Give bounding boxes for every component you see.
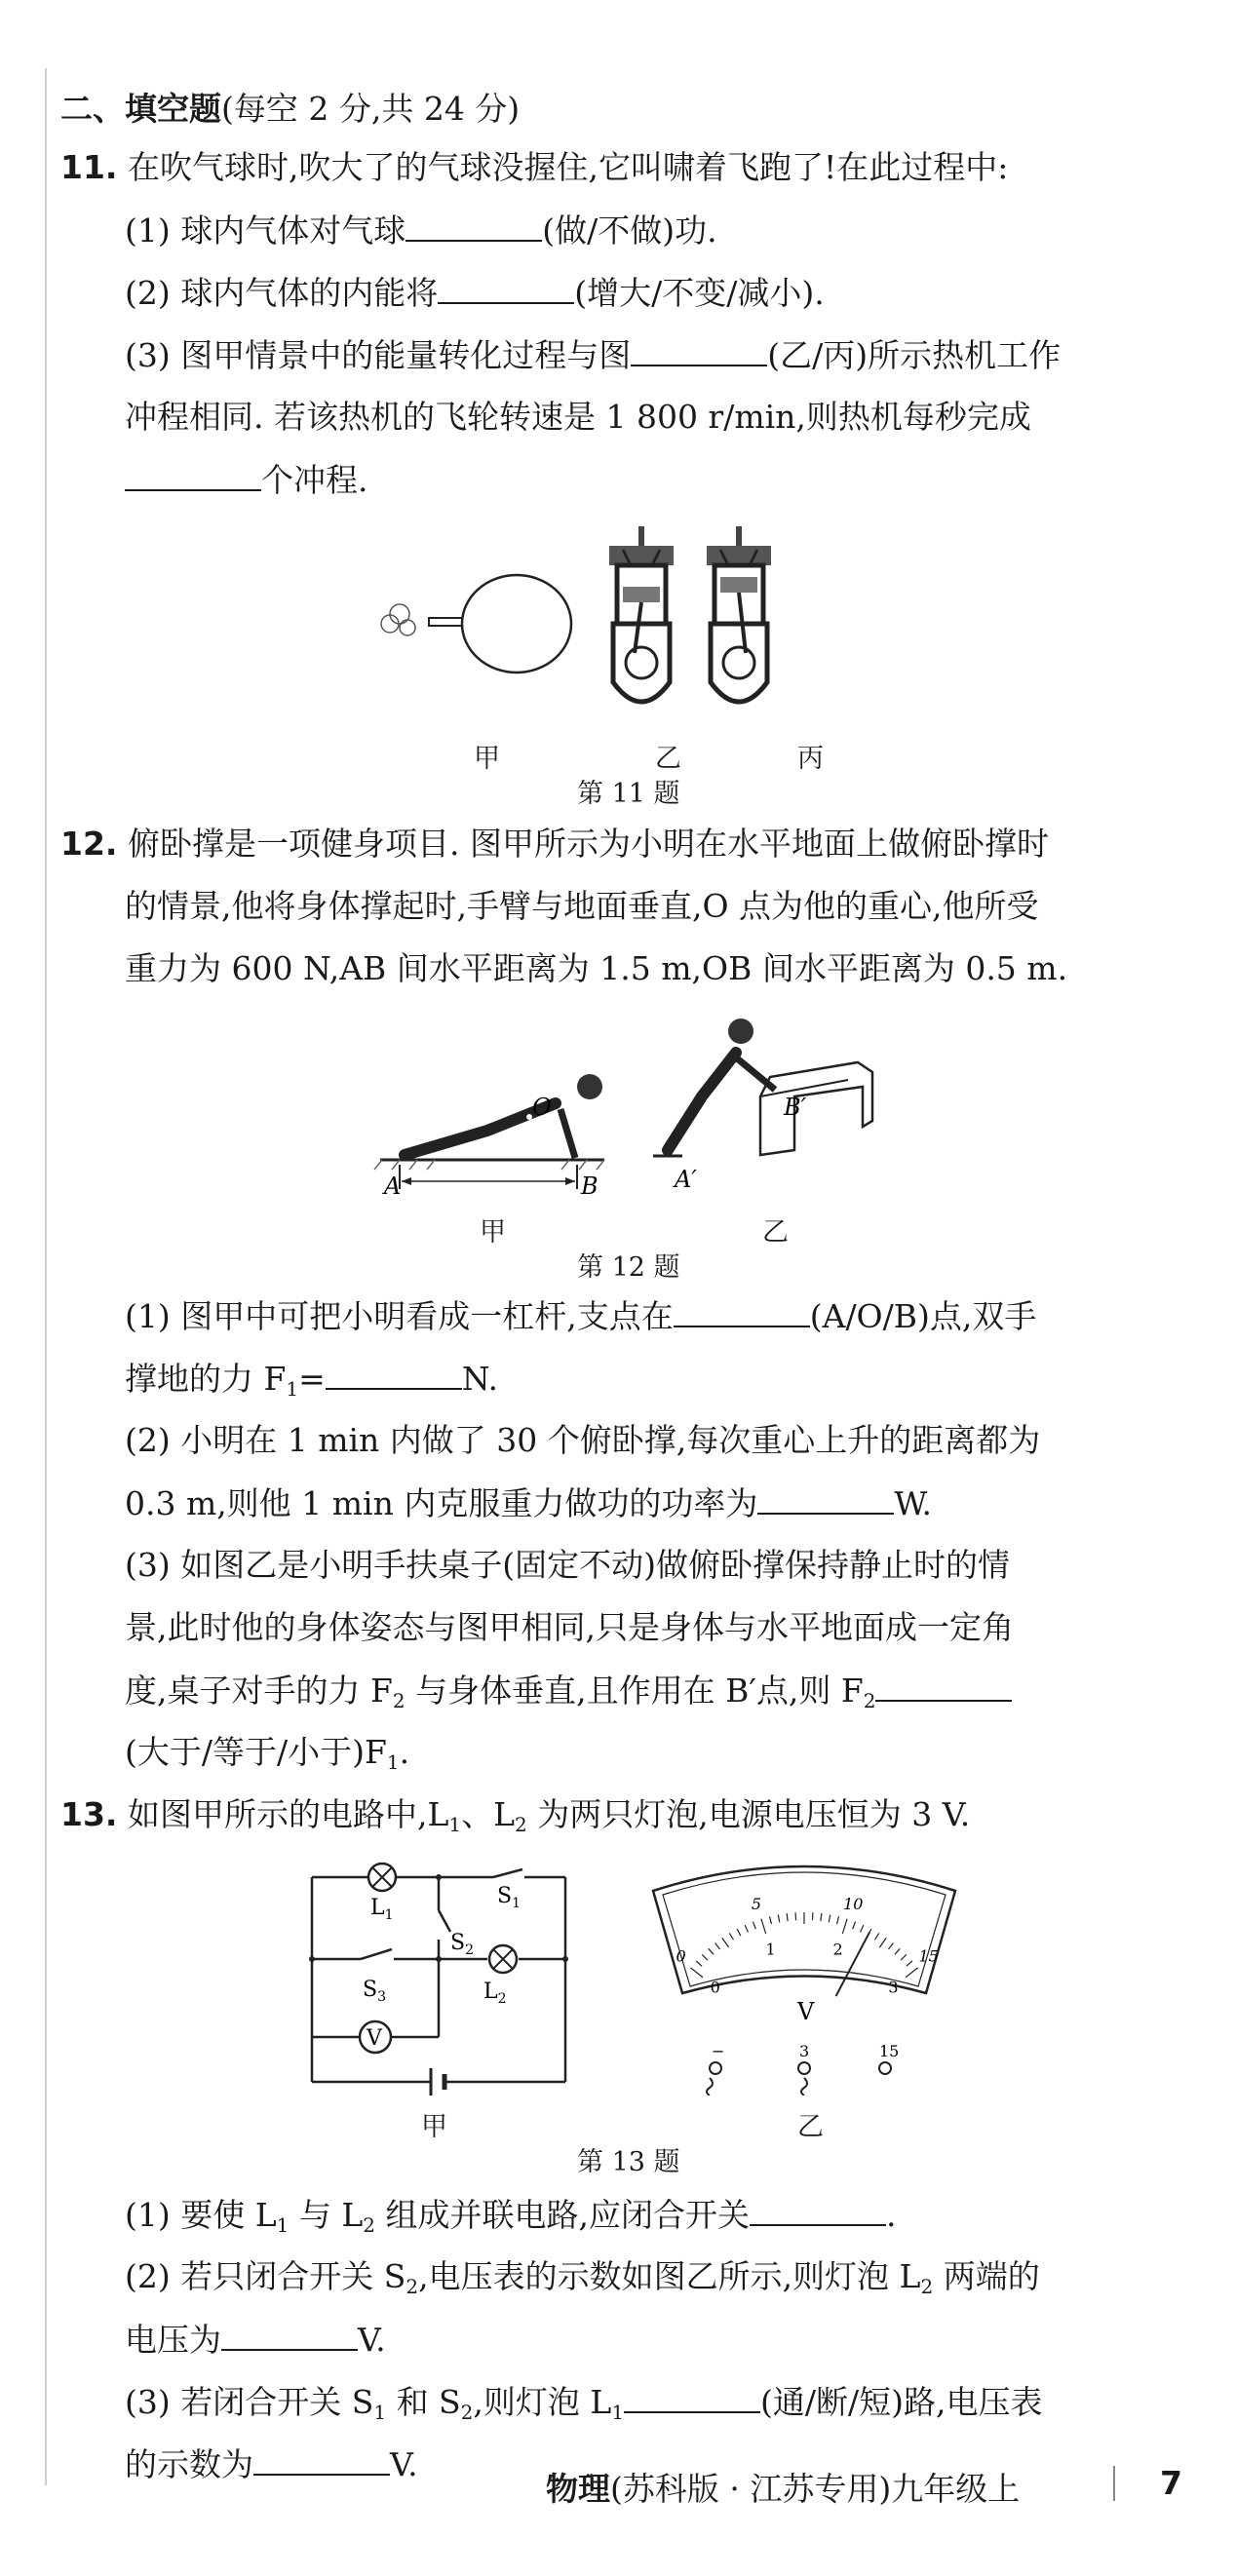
q12-part1-cont: 撑地的力 $F_1= N$. [125,1360,499,1401]
answer-blank[interactable] [875,1671,1012,1702]
q11-part3-cont: 冲程相同. 若该热机的飞轮转速是 1 800 r/min,则热机每秒完成 [125,398,1031,436]
voltmeter-dial-figure [643,1852,965,2095]
q11-fig-label-bing: 丙 [797,744,824,774]
meter-upper-tick-label: 0 [676,1946,686,1966]
q12-part2: (2) 小明在 1 min 内做了 30 个俯卧撑,每次重心上升的距离都为 [125,1421,1041,1459]
q12-figure [361,994,907,1238]
label-s1: $S_1$ [497,1884,521,1911]
answer-blank[interactable] [221,2320,358,2351]
label-l2: $L_2$ [483,1980,507,2007]
meter-lower-tick-label: 0 [710,1978,720,1997]
q11-fig-label-jia: 甲 [474,744,500,774]
q13-stem: 13. 如图甲所示的电路中$,L_1$、$L_2$ 为两只灯泡,电源电压恒为 3 V. [60,1795,971,1836]
circuit-figure [302,1852,585,2095]
answer-blank[interactable] [438,273,574,304]
q13-part3: (3) 若闭合开关 $S_1$ 和 $S_2$,则灯泡 $L_1$ (通/断/短)路,电压表 [125,2383,1043,2424]
q12-part3-cont: 景,此时他的身体姿态与图甲相同,只是身体与水平地面成一定角 [125,1608,1014,1646]
meter-upper-tick-label: 15 [918,1946,939,1966]
answer-blank[interactable] [674,1296,810,1327]
q13-part2-cont: 电压为 V. [125,2321,386,2359]
terminal-minus-icon [707,2062,721,2095]
q11-figure [370,517,877,731]
voltmeter-icon [360,2021,391,2053]
answer-blank[interactable] [406,211,542,242]
q12-caption: 第 12 题 [577,1252,680,1283]
terminal-3-label: 3 [799,2042,810,2060]
answer-blank[interactable] [326,1359,462,1390]
q12-part2-cont: 0.3 m,则他 1 min 内克服重力做功的功率为 W. [125,1484,932,1522]
engine-yi-figure [609,526,674,702]
q12-stem-3: 重力为 600 N,AB 间水平距离为 1.5 m,OB 间水平距离为 0.5 m. [125,949,1068,987]
point-a-prime-label: A′ [675,1166,697,1193]
label-s3: $S_3$ [363,1978,386,2005]
terminal-minus-label: − [712,2042,725,2060]
q11-part3-end: 个冲程. [125,460,368,500]
q11-fig-label-yi: 乙 [655,744,681,774]
q13-part3-cont: 的示数为 V. [125,2445,418,2483]
answer-blank[interactable] [631,335,767,366]
pushup-jia-figure [374,1074,604,1200]
q12-stem: 12. 俯卧撑是一项健身项目. 图甲所示为小明在水平地面上做俯卧撑时 [60,825,1049,863]
meter-upper-tick-label: 5 [751,1895,762,1914]
meter-lower-tick-label: 3 [888,1978,899,1997]
q12-part3-end: (大于/等于/小于)$F_1$. [125,1733,410,1774]
lamp-l1-icon [368,1864,396,1891]
answer-blank[interactable] [750,2195,886,2226]
terminal-15-label: 15 [879,2042,900,2060]
engine-bing-figure [707,526,771,702]
point-b-prime-label: B′ [784,1094,807,1121]
point-a-label: A [384,1173,402,1200]
q12-part3-cont2: 度,桌子对手的力 $F_2$ 与身体垂直,且作用在 B′点,则 $F_2$ [125,1671,1012,1720]
meter-lower-tick-label: 1 [765,1940,776,1959]
q11-stem: 11. 在吹气球时,吹大了的气球没握住,它叫啸着飞跑了!在此过程中: [60,148,1009,186]
point-o-label: O [532,1094,552,1121]
footer-divider [1113,2466,1115,2501]
svg-text:V: V [367,2026,382,2051]
q11-part1: (1) 球内气体对气球 (做/不做)功. [125,211,717,250]
q12-fig-label-yi: 乙 [762,1217,789,1248]
answer-blank[interactable] [125,460,261,491]
label-l1: $L_1$ [370,1896,394,1923]
answer-blank[interactable] [253,2444,390,2476]
terminal-15-icon [879,2062,891,2074]
section-heading: 二、填空题(每空 2 分,共 24 分) [60,90,521,128]
point-b-label: B [581,1173,599,1200]
answer-blank[interactable] [624,2382,760,2413]
q13-caption: 第 13 题 [577,2147,680,2177]
page-number: 7 [1160,2464,1182,2502]
lamp-l2-icon [489,1945,517,1973]
answer-blank[interactable] [757,1483,894,1515]
margin-line [45,68,47,2485]
page-footer: 物理(苏科版 · 江苏专用)九年级上 [546,2470,1021,2508]
q12-fig-label-jia: 甲 [480,1217,506,1248]
q13-part2: (2) 若只闭合开关 $S_2$,电压表的示数如图乙所示,则灯泡 $L_2$ 两端的 [125,2257,1040,2298]
q12-stem-2: 的情景,他将身体撑起时,手臂与地面垂直,O 点为他的重心,他所受 [125,887,1039,925]
q11-part3: (3) 图甲情景中的能量转化过程与图 (乙/丙)所示热机工作 [125,336,1062,374]
q11-caption: 第 11 题 [577,779,680,809]
pushup-yi-figure [653,1019,872,1193]
label-s2: $S_2$ [450,1931,474,1958]
q11-part2: (2) 球内气体的内能将 (增大/不变/减小). [125,274,825,312]
terminal-3-icon [798,2062,810,2095]
meter-upper-tick-label: 10 [843,1895,864,1914]
q13-fig-label-jia: 甲 [421,2112,447,2142]
q13-fig-label-yi: 乙 [797,2112,824,2142]
balloon-figure [381,575,571,673]
q12-part3: (3) 如图乙是小明手扶桌子(固定不动)做俯卧撑保持静止时的情 [125,1546,1010,1584]
meter-lower-tick-label: 2 [832,1940,843,1959]
q12-part1: (1) 图甲中可把小明看成一杠杆,支点在 (A/O/B)点,双手 [125,1297,1037,1335]
meter-unit: V [797,1998,815,2025]
q13-part1: (1) 要使 $L_1$ 与 $L_2$ 组成并联电路,应闭合开关 . [125,2196,897,2237]
